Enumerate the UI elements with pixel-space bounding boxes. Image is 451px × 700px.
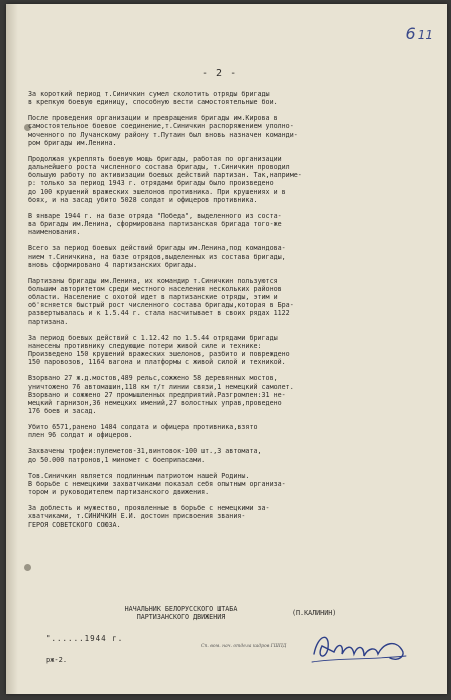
text-line: 176 боев и засад. [28, 407, 97, 415]
signatory-name: (П.КАЛИНИН) [292, 609, 337, 617]
signature-title-line: ПАРТИЗАНСКОГО ДВИЖЕНИЯ [136, 613, 226, 622]
stamp-text: Сп. вом. нач. отдела кадров ГШПД [201, 644, 287, 649]
text-line: За короткий период т.Синичкин сумел сколотить отряды бригады [28, 90, 270, 98]
paragraph [28, 277, 434, 326]
text-line: В январе 1944 г. на базе отряда "Победа", выделенного из соста- [28, 211, 282, 220]
text-line: уничтожено 76 автомашин,118 км т/т линии связи,1 немецкий самолет. [28, 382, 294, 391]
handwritten-signature [306, 624, 416, 668]
text-line: Взорвано и сожжено 27 промышленных предприятий.Разгромлен:31 не- [28, 390, 286, 399]
text-line: самостоятельное боевое соединение,т.Синичкин распоряжением уполно- [28, 122, 294, 131]
text-line: ром бригады им.Ленина. [28, 138, 117, 147]
text-line: Продолжая укреплять боевую мощь бригады, работая по организации [28, 154, 282, 163]
text-line: большую работу по активизации боевых действий партизан. Так,наприме- [28, 171, 302, 180]
text-line: Всего за период боевых действий бригады им.Ленина,под командова- [28, 244, 286, 253]
text-line: нанесены противнику следующие потери живой силе и технике: [28, 341, 262, 350]
paragraph [28, 155, 434, 204]
punch-hole [24, 564, 31, 571]
paragraph [28, 212, 434, 236]
paragraph [28, 244, 434, 268]
archive-number-sub: 11 [417, 28, 433, 42]
date-line: "......1944 г. [46, 634, 124, 643]
text-line: В борьбе с немецкими захватчиками показал себя опытным организа- [28, 479, 286, 488]
binding-edge [6, 4, 18, 694]
text-line: Захвачены трофеи:пулеметов-31,винтовок-100 шт.,3 автомата, [28, 447, 262, 456]
text-line: р: только за период 1943 г. отрядами бригады было произведено [28, 179, 274, 188]
text-line: тором и руководителем партизанского движения. [28, 488, 210, 497]
text-line: плен 96 солдат и офицеров. [28, 431, 133, 440]
text-line: наименования. [28, 228, 81, 237]
text-line: За доблесть и мужество, проявленные в борьбе с немецкими за- [28, 504, 270, 513]
text-line: до 100 крушений вражеских эшелонов противника. При крушениях и в [28, 187, 286, 196]
document-page [6, 4, 447, 694]
text-line: За период боевых действий с 1.12.42 по 1.5.44 отрядами бригады [28, 333, 278, 342]
text-line: Убито 6571,ранено 1484 солдата и офицера противника,взято [28, 423, 258, 432]
paragraph [28, 472, 434, 496]
paragraph [28, 334, 434, 367]
text-line: ГЕРОЯ СОВЕТСКОГО СОЮЗА. [28, 520, 121, 529]
text-line: области. Население с охотой идет в партизанские отряды, этим и [28, 293, 278, 302]
text-line: боях, и на засад убито 5028 солдат и офицеров противника. [28, 195, 258, 204]
text-line: Тов.Синичкин является подлинным патриотом нашей Родины. [28, 471, 250, 480]
paragraph [28, 114, 434, 147]
text-line: вновь сформировано 4 партизанских бригады. [28, 260, 198, 269]
text-line: Произведено 150 крушений вражеских эшелонов, разбито и повреждено [28, 350, 290, 359]
text-line: 150 паровозов, 1164 вагона и платформы с живой силой и техникой. [28, 358, 286, 367]
paragraph [28, 447, 434, 463]
signature-title-line: НАЧАЛЬНИК БЕЛОРУССКОГО ШТАБА [124, 605, 238, 613]
text-line: После проведения организации и превращения бригады им.Кирова в [28, 114, 278, 123]
reference-code: рж-2. [46, 656, 68, 664]
archive-number [406, 24, 433, 43]
text-line: моченного по Лучанскому району т.Путаин был вновь назначен команди- [28, 130, 298, 139]
text-line: до 50.000 патронов,1 миномет с боеприпасами. [28, 455, 206, 464]
text-line: Взорвано 27 ж.д.мостов,489 рельс,сожжено 58 деревянных мостов, [28, 374, 278, 383]
text-line: хватчиками, т.СИНИЧКИН Е.И. достоин присвоения звания- [28, 512, 246, 521]
text-line: партизана. [28, 317, 69, 326]
text-line: развертывалась и к 1.5.44 г. стала насчитывает в своих рядах 1122 [28, 309, 290, 318]
paragraph [28, 504, 434, 528]
paragraph [28, 90, 434, 106]
document-body [28, 90, 434, 537]
text-line: ва бригады им.Ленина, сформирована партизанская бригада того-же [28, 220, 282, 229]
text-line: Партизаны бригады им.Ленина, их командир т.Синичкин пользуются [28, 276, 278, 285]
page-number: - 2 - [202, 68, 238, 79]
paragraph [28, 374, 434, 415]
text-line: мецкий гарнизон,36 немецких имений,27 волостных управ,проведено [28, 398, 282, 407]
text-line: большим авторитетом среди местного населения нескольких районов [28, 284, 282, 293]
text-line: об'ясняется быстрый рост численного состава бригады,которая в Бра- [28, 301, 294, 310]
signature-title [61, 605, 301, 621]
text-line: в крепкую боевую единицу, способную вести самостоятельные бои. [28, 98, 278, 107]
text-line: нием т.Синичкина, на базе отрядов,выделенных из состава бригады, [28, 252, 286, 261]
archive-number-main: 6 [405, 24, 416, 43]
text-line: дальнейшего роста численного состава бригады, т.Синичкин проводил [28, 163, 290, 172]
paragraph [28, 423, 434, 439]
